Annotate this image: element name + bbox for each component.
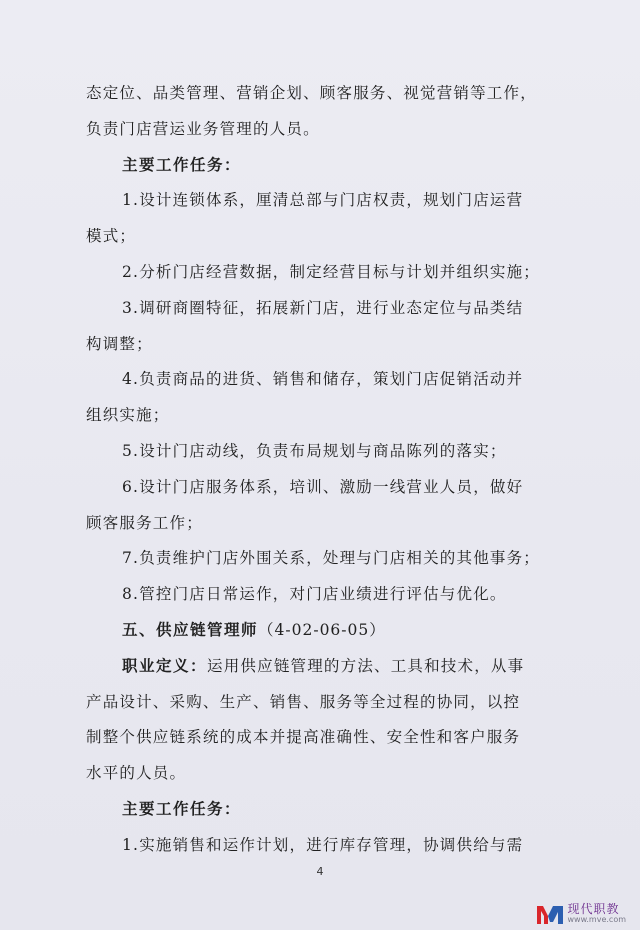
section-subheading: 主要工作任务：	[122, 799, 242, 818]
section-subheading: 主要工作任务：	[122, 155, 242, 174]
body-text-line: 3.调研商圈特征，拓展新门店，进行业态定位与品类结	[122, 298, 524, 317]
section-heading-title: 五、供应链管理师	[122, 620, 259, 639]
body-text-line: 4.负责商品的进货、销售和储存，策划门店促销活动并	[122, 370, 524, 389]
definition-label: 职业定义：	[122, 656, 208, 675]
watermark	[537, 903, 626, 924]
watermark-brand: 现代职教	[567, 902, 620, 916]
body-text-line: 1.实施销售和运作计划，进行库存管理，协调供给与需	[122, 835, 524, 854]
brand-logo-icon	[537, 904, 563, 924]
body-text-line: 5.设计门店动线，负责布局规划与商品陈列的落实；	[122, 441, 507, 460]
body-text-line: 8.管控门店日常运作，对门店业绩进行评估与优化。	[122, 585, 507, 604]
body-text-line: 负责门店营运业务管理的人员。	[86, 119, 320, 138]
body-text-line: 7.负责维护门店外围关系，处理与门店相关的其他事务；	[122, 549, 540, 568]
body-text-line: 1.设计连锁体系，厘清总部与门店权责，规划门店运营	[122, 191, 524, 210]
page-number: 4	[316, 865, 324, 878]
body-text-line: 6.设计门店服务体系，培训、激励一线营业人员，做好	[122, 477, 524, 496]
body-text-line: 顾客服务工作；	[86, 513, 203, 532]
body-text-line: 水平的人员。	[86, 764, 187, 783]
document-body	[86, 76, 556, 864]
body-text-line: 2.分析门店经营数据，制定经营目标与计划并组织实施；	[122, 262, 540, 281]
definition-line	[86, 649, 556, 685]
section-heading	[86, 613, 556, 649]
body-text-line: 制整个供应链系统的成本并提高准确性、安全性和客户服务	[86, 728, 521, 747]
body-text-line: 组织实施；	[86, 406, 170, 425]
body-text-line: 产品设计、采购、生产、销售、服务等全过程的协同，以控	[86, 692, 521, 711]
body-text-line: 态定位、品类管理、营销企划、顾客服务、视觉营销等工作，	[86, 84, 537, 102]
watermark-url: www.mve.com	[567, 915, 626, 924]
body-text-line: 模式；	[86, 227, 137, 246]
occupation-code: （4-02-06-05）	[258, 620, 386, 639]
watermark-text	[567, 903, 626, 924]
definition-text: 运用供应链管理的方法、工具和技术，从事	[207, 656, 525, 675]
body-text-line: 构调整；	[86, 334, 153, 353]
